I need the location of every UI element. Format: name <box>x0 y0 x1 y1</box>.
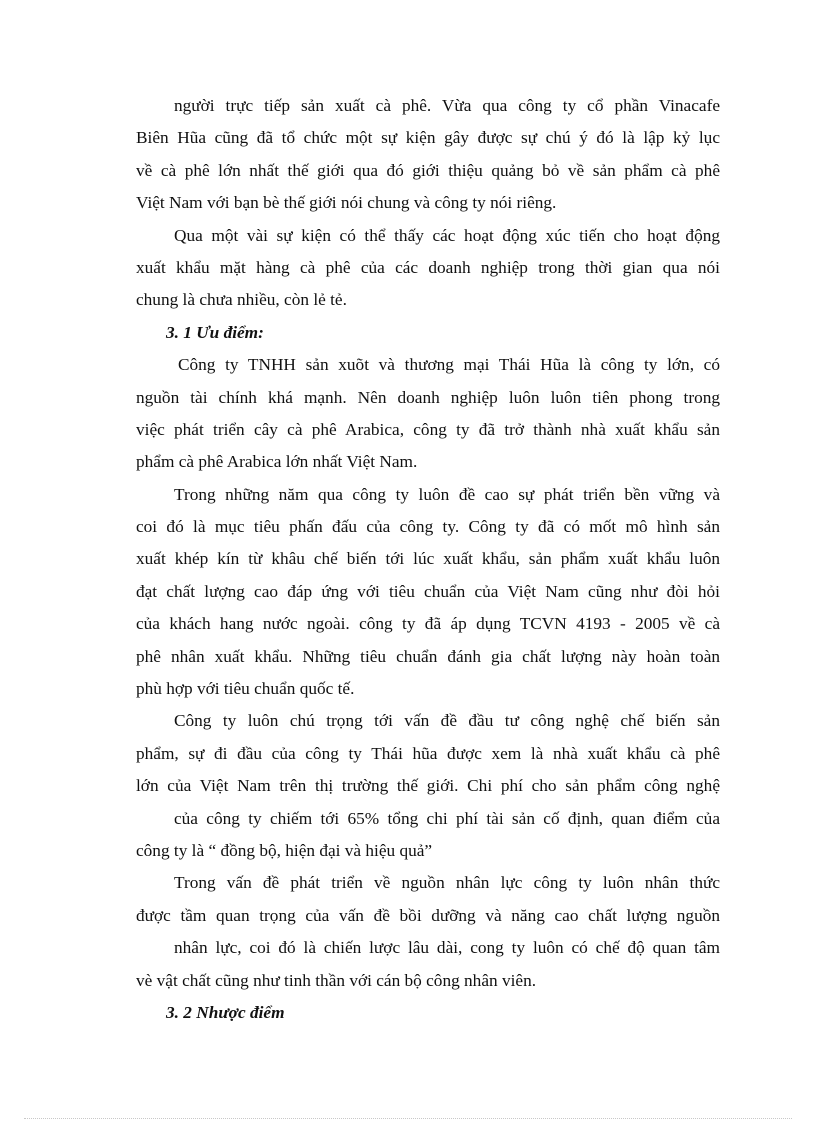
text-line: chung là chưa nhiều, còn lẻ tẻ. <box>136 290 347 310</box>
text-line: người trực tiếp sản xuất cà phê. Vừa qua công ty cổ phần Vinacafe <box>174 96 720 115</box>
page-bottom-divider <box>24 1118 792 1119</box>
text-line: của khách hang nước ngoài. công ty đã áp dụng TCVN 4193 - 2005 về cà <box>136 614 720 634</box>
text-line: Trong vấn đề phát triển về nguồn nhân lực công ty luôn nhân thức <box>174 873 720 893</box>
text-line: phẩm, sự đi đầu của công ty Thái hũa được xem là nhà xuất khẩu cà phê <box>136 743 720 763</box>
text-line: việc phát triển cây cà phê Arabica, công ty đã trở thành nhà xuất khẩu sản <box>136 419 720 439</box>
text-line: Công ty luôn chú trọng tới vấn đề đầu tư công nghệ chế biến sản <box>174 711 720 731</box>
text-line: phù hợp với tiêu chuẩn quốc tế. <box>136 679 355 699</box>
text-line: xuất khép kín từ khâu chế biến tới lúc xuất khẩu, sản phẩm xuất khẩu luôn <box>136 549 720 569</box>
text-line: phê nhân xuất khẩu. Những tiêu chuẩn đánh gia chất lượng này hoàn toàn <box>136 646 720 666</box>
document-body <box>136 90 720 1029</box>
text-line: nguồn tài chính khá mạnh. Nên doanh nghiệp luôn luôn tiên phong trong <box>136 387 720 407</box>
text-line: về cà phê lớn nhất thế giới qua đó giới thiệu quảng bỏ về sản phẩm cà phê <box>136 160 720 180</box>
text-line: của công ty chiếm tới 65% tổng chi phí tài sản cố định, quan điểm của <box>174 808 720 828</box>
text-line: được tầm quan trọng của vấn đề bồi dưỡng và năng cao chất lượng nguồn <box>136 905 720 925</box>
text-line: công ty là “ đồng bộ, hiện đại và hiệu quả” <box>136 840 433 860</box>
text-line: xuất khẩu mặt hàng cà phê của các doanh nghiệp trong thời gian qua nói <box>136 257 720 277</box>
text-line: phẩm cà phê Arabica lớn nhất Việt Nam. <box>136 452 418 472</box>
text-line: lớn của Việt Nam trên thị trường thế giới. Chi phí cho sản phẩm công nghệ <box>136 776 720 796</box>
text-line: nhân lực, coi đó là chiến lược lâu dài, cong ty luôn có chế độ quan tâm <box>174 938 720 958</box>
text-line: Công ty TNHH sản xuõt và thương mại Thái Hũa là công ty lớn, có <box>178 355 720 375</box>
text-line: coi đó là mục tiêu phấn đấu của công ty. Công ty đã có mốt mô hình sản <box>136 517 720 537</box>
text-line: vè vật chất cũng như tinh thần với cán bộ công nhân viên. <box>136 970 537 990</box>
text-line: Trong những năm qua công ty luôn đề cao sự phát triển bền vững và <box>174 484 720 504</box>
text-line: đạt chất lượng cao đáp ứng với tiêu chuẩn của Việt Nam cũng như đòi hỏi <box>136 581 720 601</box>
text-line: Việt Nam với bạn bè thế giới nói chung và công ty nói riêng. <box>136 193 557 213</box>
text-line: Qua một vài sự kiện có thể thấy các hoạt động xúc tiến cho hoạt động <box>174 225 720 245</box>
section-heading-disadvantages: 3. 2 Nhược điểm <box>166 1002 285 1022</box>
section-heading-advantages: 3. 1 Ưu điểm: <box>166 322 264 342</box>
text-line: Biên Hũa cũng đã tổ chức một sự kiện gây được sự chú ý đó là lập kỷ lục <box>136 128 720 148</box>
